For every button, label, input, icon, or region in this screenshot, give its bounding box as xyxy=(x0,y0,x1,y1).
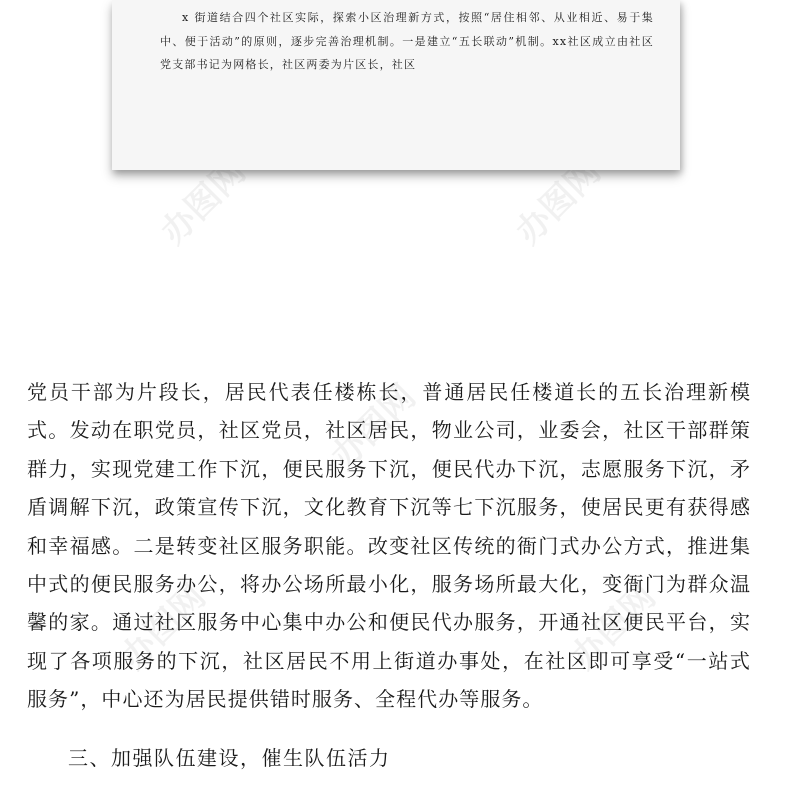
section-heading: 三、加强队伍建设，催生队伍活力 xyxy=(68,746,391,770)
preview-paragraph-text: x 街道结合四个社区实际，探索小区治理新方式，按照“居住相邻、从业相近、易于集中、便于活动”的原则，逐步完善治理机制。一是建立“五长联动”机制。xx社区成立由社区党支部书记为网格长，社区两委为片区长，社区 xyxy=(160,11,654,71)
preview-paragraph xyxy=(160,6,654,77)
document-page-preview xyxy=(112,0,680,170)
watermark: 办图网 xyxy=(508,151,609,253)
watermark: 办图网 xyxy=(113,576,214,678)
watermark: 办图网 xyxy=(323,376,424,478)
body-paragraph: 党员干部为片段长，居民代表任楼栋长，普通居民任楼道长的五长治理新模式。发动在职党员，社区党员，社区居民，物业公司，业委会，社区干部群策群力，实现党建工作下沉，便民服务下沉，便民代办下沉，志愿服务下沉，矛盾调解下沉，政策宣传下沉，文化教育下沉等七下沉服务，使居民更有获得感和幸福感。二是转变社区服务职能。改变社区传统的衙门式办公方式，推进集中式的便民服务办公，将办公场所最小化，服务场所最大化，变衙门为群众温馨的家。通过社区服务中心集中办公和便民代办服务，开通社区便民平台，实现了各项服务的下沉，社区居民不用上街道办事处，在社区即可享受“一站式服务”，中心还为居民提供错时服务、全程代办等服务。 xyxy=(27,380,751,712)
watermark: 办图网 xyxy=(563,576,664,678)
watermark: 办图网 xyxy=(153,151,254,253)
